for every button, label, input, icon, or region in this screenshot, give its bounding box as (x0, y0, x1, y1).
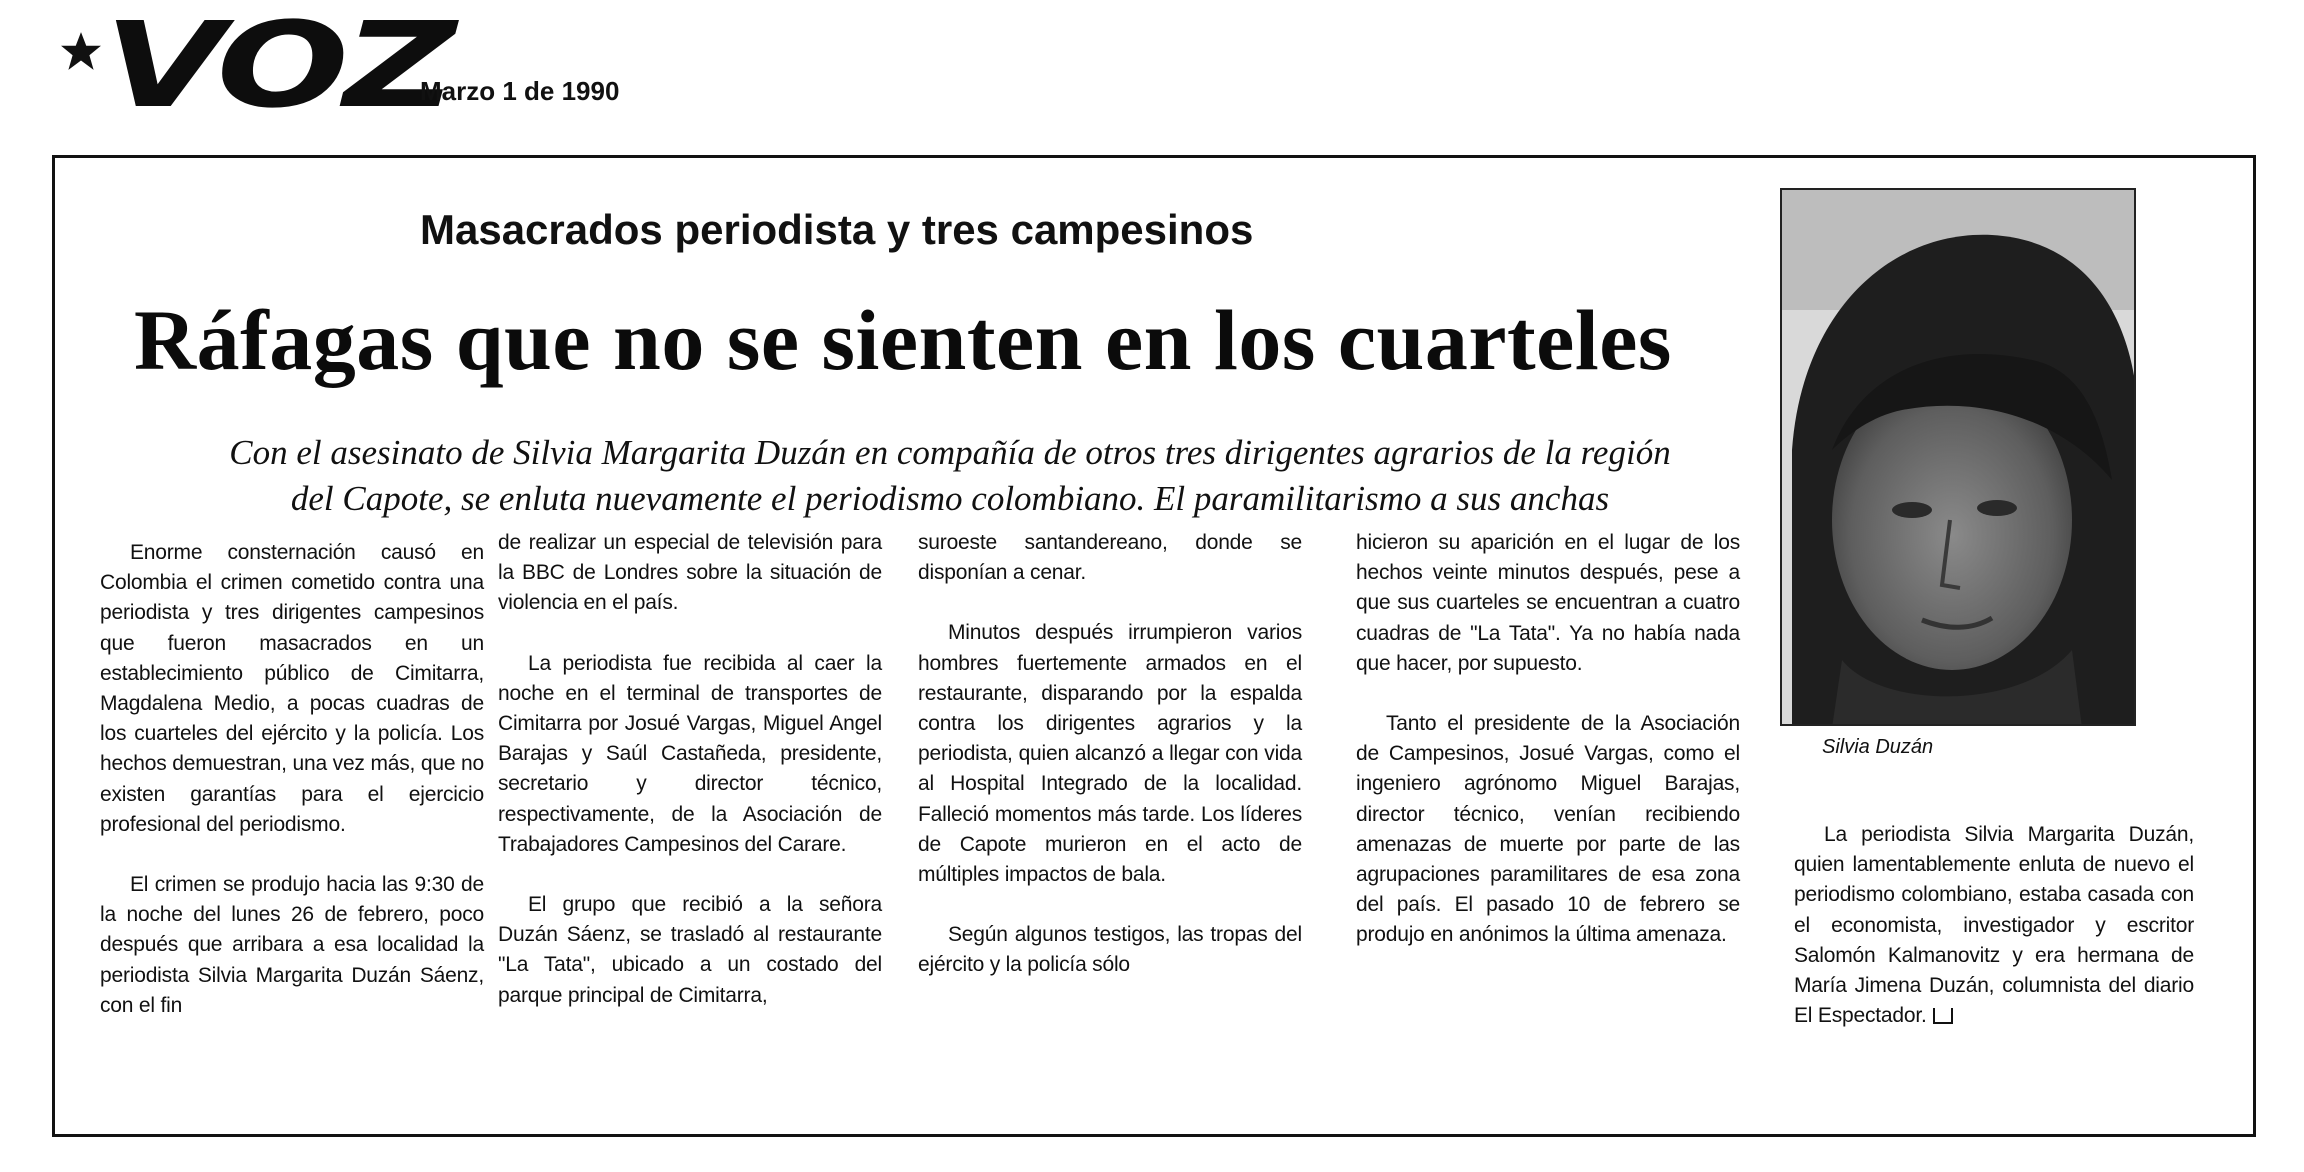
photo-caption: Silvia Duzán (1822, 736, 1934, 758)
paragraph: Tanto el presidente de la Asociación de Campesinos, Josué Vargas, como el ingeniero agrónomo Miguel Barajas, director técnico, venían recibiendo amenazas de muerte por parte de las agrupaciones paramilitares de esa zona del país. El pasado 10 de febrero se produjo en anónimos la última amenaza. (1356, 712, 1740, 947)
issue-date: Marzo 1 de 1990 (420, 76, 620, 106)
article-column-2 (498, 528, 882, 1041)
paragraph: hicieron su aparición en el lugar de los hechos veinte minutos después, pese a que sus cuarteles se encuentran a cuatro cuadras de "La Tata". Ya no había nada que hacer, por supuesto. (1356, 531, 1740, 675)
portrait-image (1782, 190, 2136, 726)
article-column-4 (1356, 528, 1740, 981)
paragraph: Enorme consternación causó en Colombia el crimen cometido contra una periodista y tres dirigentes campesinos que fueron masacrados en un establecimiento público de Cimitarra, Magdalena Medio, a pocas cuadras de los cuarteles del ejército y la policía. Los hechos demuestran, una vez más, que no existen garantías para el ejercicio profesional del periodismo. (100, 541, 484, 836)
paragraph: de realizar un especial de televisión para la BBC de Londres sobre la situación de violencia en el país. (498, 531, 882, 615)
paragraph-text: La periodista Silvia Margarita Duzán, quien lamentablemente enluta de nuevo el periodismo colombiano, estaba casada con el economista, investigador y escritor Salomón Kalmanovitz y era hermana de María Jimena Duzán, columnista del diario El Espectador. (1794, 823, 2194, 1028)
article-deck (100, 430, 1800, 522)
portrait-photo (1780, 188, 2136, 726)
paragraph: Según algunos testigos, las tropas del ejército y la policía sólo (918, 923, 1302, 977)
paragraph: Minutos después irrumpieron varios hombres fuertemente armados en el restaurante, disparando por la espalda contra los dirigentes agrarios y la periodista, quien alcanzó a llegar con vida al Hospital Integrado de la localidad. Falleció momentos más tarde. Los líderes de Capote murieron en el acto de múltiples impactos de bala. (918, 621, 1302, 887)
article-column-3 (918, 528, 1302, 1011)
paragraph (1794, 820, 2194, 1031)
paragraph: suroeste santandereano, donde se disponían a cenar. (918, 531, 1302, 585)
star-icon (60, 30, 102, 72)
article-column-1 (100, 538, 484, 1051)
paragraph: La periodista fue recibida al caer la noche en el terminal de transportes de Cimitarra por Josué Vargas, Miguel Angel Barajas y Saúl Castañeda, presidente, secretario y director técnico, respectivamente, de la Asociación de Trabajadores Campesinos del Carare. (498, 651, 882, 856)
paragraph: El grupo que recibió a la señora Duzán Sáenz, se trasladó al restaurante "La Tata", ubicado a un costado del parque principal de Cimitarra, (498, 893, 882, 1007)
deck-line-1: Con el asesinato de Silvia Margarita Duzán en compañía de otros tres dirigentes agrarios de la región (229, 433, 1671, 472)
article-kicker: Masacrados periodista y tres campesinos (420, 206, 1254, 253)
article-column-5 (1794, 820, 2194, 1031)
article-headline: Ráfagas que no se sienten en los cuarteles (134, 292, 1672, 388)
deck-line-2: del Capote, se enluta nuevamente el periodismo colombiano. El paramilitarismo a sus anchas (290, 479, 1610, 518)
newspaper-logo: VOZ (104, 0, 452, 134)
end-mark-icon (1933, 1008, 1953, 1024)
paragraph: El crimen se produjo hacia las 9:30 de la noche del lunes 26 de febrero, poco después que arribara a esa localidad la periodista Silvia Margarita Duzán Sáenz, con el fin (100, 873, 484, 1017)
